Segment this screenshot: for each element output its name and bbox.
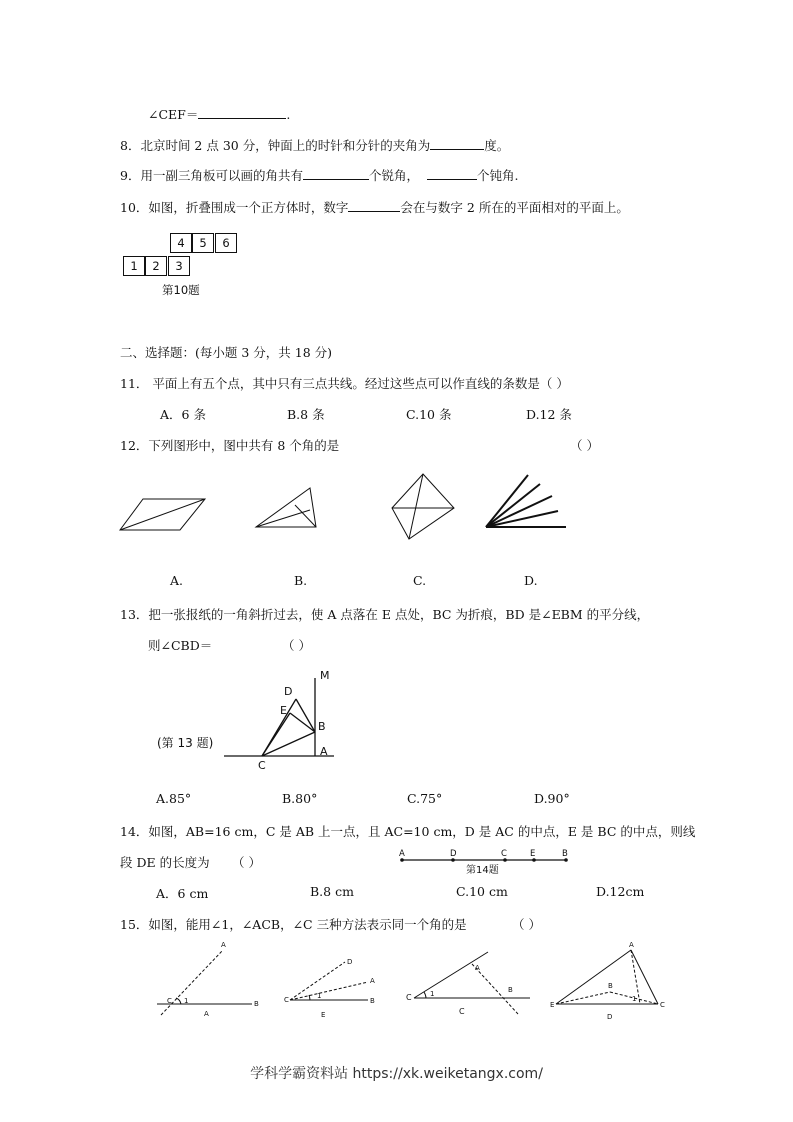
q15-f2-one: 1 bbox=[317, 992, 322, 1000]
q14-point-c: C bbox=[501, 849, 507, 859]
q15-f4-top: A bbox=[629, 941, 634, 949]
q10-caption: 第10题 bbox=[162, 283, 200, 297]
q13-label-d: D bbox=[284, 685, 293, 698]
q15-f4-right: C bbox=[660, 1001, 665, 1009]
q11-option-a[interactable]: A．6 条 bbox=[160, 407, 206, 422]
q13-label-e: E bbox=[280, 704, 287, 717]
q9-mid: 个锐角， bbox=[368, 168, 419, 183]
q13-option-c[interactable]: C.75° bbox=[407, 791, 443, 806]
q14-option-d[interactable]: D.12cm bbox=[596, 884, 645, 899]
q13-option-b[interactable]: B.80° bbox=[282, 791, 318, 806]
q12-option-a[interactable]: A. bbox=[170, 573, 184, 588]
q9-text: 9．用一副三角板可以画的角共有 bbox=[120, 168, 303, 183]
q15-f2-mid: A bbox=[370, 977, 375, 985]
q14-line2: 段 DE 的长度为 bbox=[120, 855, 210, 870]
q13-label-c: C bbox=[258, 759, 266, 772]
q15-figure-4 bbox=[556, 950, 658, 1004]
q15-f2-bottom: E bbox=[321, 1011, 326, 1019]
section2-title: 二、选择题：(每小题 3 分，共 18 分) bbox=[120, 345, 333, 360]
q13-caption: (第 13 题) bbox=[157, 736, 214, 750]
q13-line2: 则∠CBD＝ bbox=[148, 638, 213, 653]
q10-suffix: 会在与数字 2 所在的平面相对的平面上。 bbox=[400, 200, 629, 215]
q15-f3-right: B bbox=[508, 986, 513, 994]
q8-suffix: 度。 bbox=[484, 138, 510, 153]
q15-f3-bottom: C bbox=[459, 1007, 465, 1016]
q15-f2-top: D bbox=[347, 958, 353, 966]
q14-point-e: E bbox=[530, 849, 536, 859]
q13-label-b: B bbox=[318, 720, 326, 733]
q15-f1-bottom: A bbox=[204, 1010, 209, 1018]
q14-paren: （ ） bbox=[232, 855, 261, 870]
q8-text: 8．北京时间 2 点 30 分，钟面上的时针和分针的夹角为 bbox=[120, 138, 431, 153]
q15-f4-bottom: D bbox=[607, 1013, 613, 1021]
q15-f1-right: B bbox=[254, 1000, 259, 1008]
q15-f4-left: E bbox=[550, 1001, 555, 1009]
net-cell-6: 6 bbox=[215, 233, 237, 253]
q15-f1-vertex: C bbox=[167, 997, 172, 1005]
q15-f3-top: A bbox=[475, 964, 480, 972]
footer-watermark: 学科学霸资料站 https://xk.weiketangx.com/ bbox=[250, 1066, 543, 1082]
q10-text: 10．如图，折叠围成一个正方体时，数字 bbox=[120, 200, 349, 215]
q12-paren: （ ） bbox=[570, 438, 599, 453]
q13-label-m: M bbox=[320, 669, 330, 682]
net-cell-2: 2 bbox=[145, 256, 167, 276]
q15-f4-mid: B bbox=[608, 982, 613, 990]
net-cell-4: 4 bbox=[170, 233, 192, 253]
q11-option-d[interactable]: D.12 条 bbox=[526, 407, 572, 422]
net-cell-1: 1 bbox=[123, 256, 145, 276]
net-cell-5: 5 bbox=[192, 233, 214, 253]
q9-suffix: 个钝角. bbox=[476, 168, 519, 183]
q15-f4-one: 1 bbox=[632, 995, 637, 1003]
q7-prefix: ∠CEF＝ bbox=[148, 107, 199, 122]
q15-paren: （ ） bbox=[512, 917, 541, 932]
q15-figure-1 bbox=[157, 950, 252, 1015]
q7-suffix: . bbox=[286, 107, 291, 122]
q12-option-c[interactable]: C. bbox=[413, 573, 427, 588]
q14-option-b[interactable]: B.8 cm bbox=[310, 884, 354, 899]
q12-option-b[interactable]: B. bbox=[294, 573, 308, 588]
q11-option-b[interactable]: B.8 条 bbox=[287, 407, 325, 422]
q15-f2-vertex: C bbox=[284, 996, 289, 1004]
q13-line1: 13．把一张报纸的一角斜折过去，使 A 点落在 E 点处，BC 为折痕，BD 是∠EBM 的平分线， bbox=[120, 607, 650, 622]
q15-f1-top: A bbox=[221, 941, 226, 949]
q15-f1-one: 1 bbox=[184, 997, 189, 1005]
q14-option-c[interactable]: C.10 cm bbox=[456, 884, 508, 899]
q11-text: 11． 平面上有五个点，其中只有三点共线。经过这些点可以作直线的条数是（ ） bbox=[120, 376, 569, 391]
q11-option-c[interactable]: C.10 条 bbox=[406, 407, 452, 422]
q14-point-b: B bbox=[562, 849, 568, 859]
q15-text: 15．如图，能用∠1，∠ACB，∠C 三种方法表示同一个角的是 bbox=[120, 917, 467, 932]
q14-line1: 14．如图，AB=16 cm，C 是 AB 上一点，且 AC=10 cm，D 是 AC 的中点，E 是 BC 的中点，则线 bbox=[120, 824, 696, 839]
q15-figure-3 bbox=[414, 952, 530, 1014]
q15-figure-2 bbox=[290, 962, 368, 1000]
q13-label-a: A bbox=[320, 745, 328, 758]
q15-f3-one: 1 bbox=[430, 990, 435, 998]
q13-paren: （ ） bbox=[282, 638, 311, 653]
q14-point-d: D bbox=[450, 849, 457, 859]
q12-text: 12．下列图形中，图中共有 8 个角的是 bbox=[120, 438, 340, 453]
q14-point-a: A bbox=[399, 849, 405, 859]
q14-option-a[interactable]: A．6 cm bbox=[156, 886, 209, 901]
q12-option-d[interactable]: D. bbox=[524, 573, 538, 588]
q15-f2-right: B bbox=[370, 997, 375, 1005]
q14-caption: 第14题 bbox=[466, 865, 499, 876]
q13-option-a[interactable]: A.85° bbox=[156, 791, 192, 806]
q15-f3-vertex: C bbox=[406, 993, 412, 1002]
net-cell-3: 3 bbox=[168, 256, 190, 276]
q13-option-d[interactable]: D.90° bbox=[534, 791, 570, 806]
